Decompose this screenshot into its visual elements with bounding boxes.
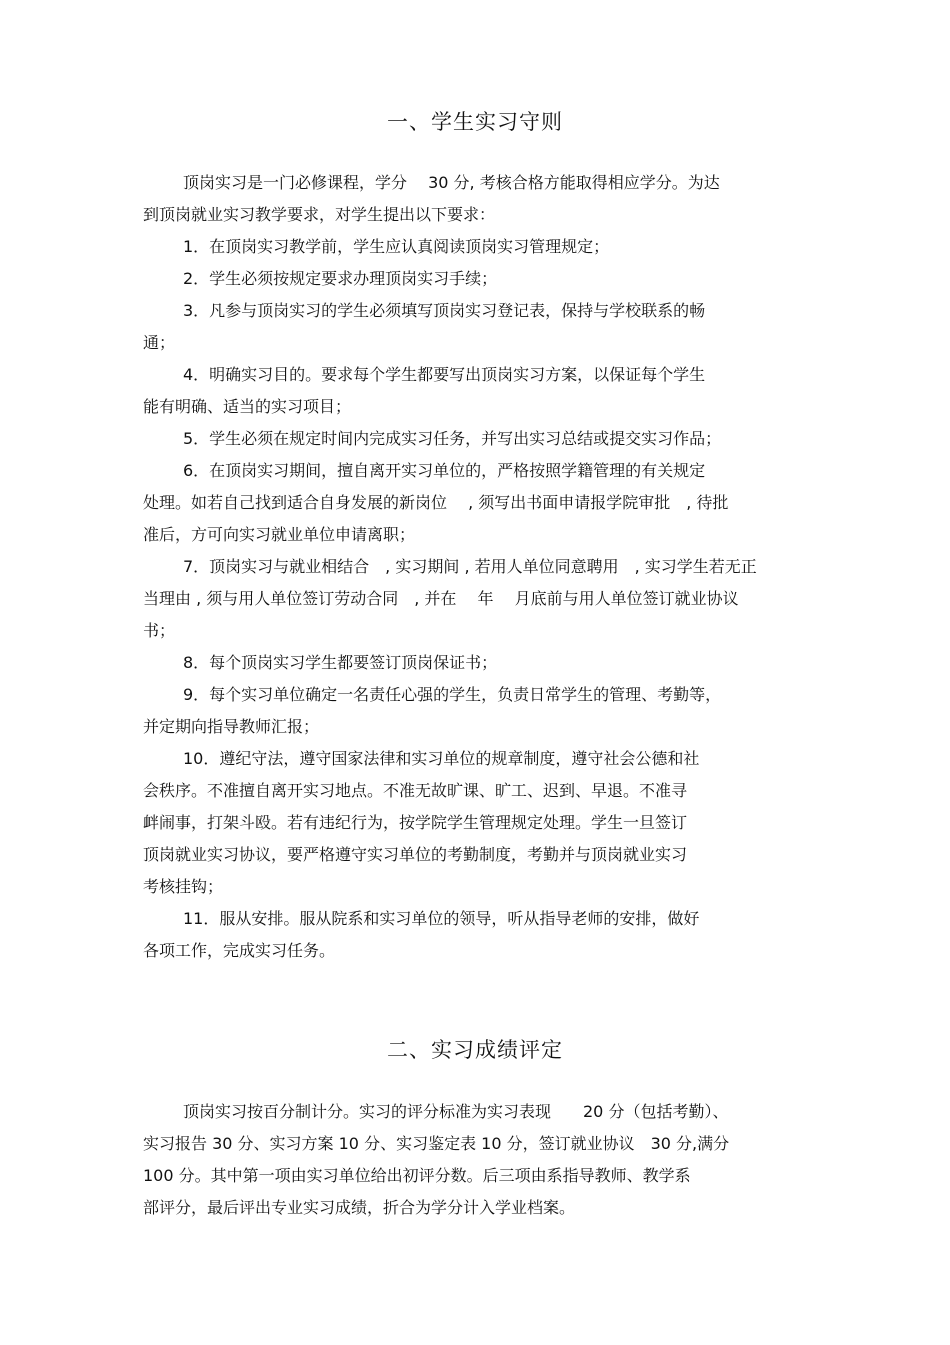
paragraph-line: 到顶岗就业实习教学要求，对学生提出以下要求： [143, 205, 496, 224]
rule-item-7-cont: 当理由 , 须与用人单位签订劳动合同 , 并在 年 月底前与用人单位签订就业协议 [143, 589, 739, 608]
grading-line: 部评分，最后评出专业实习成绩，折合为学分计入学业档案。 [143, 1198, 576, 1217]
grading-line: 实习报告 30 分、实习方案 10 分、实习鉴定表 10 分，签订就业协议 30 分,满分 [143, 1134, 730, 1153]
rule-item-11-cont: 各项工作，完成实习任务。 [143, 941, 336, 960]
rule-item-10-cont: 衅闹事，打架斗殴。若有违纪行为，按学院学生管理规定处理。学生一旦签订 [143, 813, 688, 832]
rule-item-9-cont: 并定期向指导教师汇报； [143, 717, 320, 736]
rule-item-4-cont: 能有明确、适当的实习项目； [143, 397, 352, 416]
grading-line: 100 分。其中第一项由实习单位给出初评分数。后三项由系指导教师、教学系 [143, 1166, 691, 1185]
rule-item-10: 10．遵纪守法，遵守国家法律和实习单位的规章制度，遵守社会公德和社 [183, 749, 700, 768]
section-title-grading: 二、实习成绩评定 [387, 1038, 563, 1062]
rule-item-6-cont: 准后，方可向实习就业单位申请离职； [143, 525, 416, 544]
rule-item-9: 9．每个实习单位确定一名责任心强的学生，负责日常学生的管理、考勤等， [183, 685, 722, 704]
rule-item-10-cont: 会秩序。不准擅自离开实习地点。不准无故旷课、旷工、迟到、早退。不准寻 [143, 781, 688, 800]
rule-item-6-cont: 处理。如若自己找到适合自身发展的新岗位 , 须写出书面申请报学院审批 , 待批 [143, 493, 729, 512]
rule-item-2: 2．学生必须按规定要求办理顶岗实习手续； [183, 269, 498, 288]
rule-item-6: 6．在顶岗实习期间，擅自离开实习单位的，严格按照学籍管理的有关规定 [183, 461, 706, 480]
rule-item-10-cont: 考核挂钩； [143, 877, 224, 896]
rule-item-10-cont: 顶岗就业实习协议，要严格遵守实习单位的考勤制度，考勤并与顶岗就业实习 [143, 845, 688, 864]
rule-item-7: 7．顶岗实习与就业相结合 , 实习期间 , 若用人单位同意聘用 , 实习学生若无正 [183, 557, 757, 576]
rule-item-1: 1．在顶岗实习教学前，学生应认真阅读顶岗实习管理规定； [183, 237, 610, 256]
grading-line: 顶岗实习按百分制计分。实习的评分标准为实习表现 20 分（包括考勤）、 [183, 1102, 729, 1121]
rule-item-11: 11．服从安排。服从院系和实习单位的领导，听从指导老师的安排，做好 [183, 909, 700, 928]
rule-item-3: 3．凡参与顶岗实习的学生必须填写顶岗实习登记表，保持与学校联系的畅 [183, 301, 706, 320]
rule-item-8: 8．每个顶岗实习学生都要签订顶岗保证书； [183, 653, 498, 672]
rule-item-5: 5．学生必须在规定时间内完成实习任务，并写出实习总结或提交实习作品； [183, 429, 722, 448]
rule-item-3-cont: 通； [143, 333, 176, 352]
rule-item-7-cont: 书； [143, 621, 176, 640]
section-title-rules: 一、学生实习守则 [387, 110, 563, 134]
rule-item-4: 4．明确实习目的。要求每个学生都要写出顶岗实习方案，以保证每个学生 [183, 365, 706, 384]
paragraph-line: 顶岗实习是一门必修课程，学分 30 分, 考核合格方能取得相应学分。为达 [183, 173, 720, 192]
